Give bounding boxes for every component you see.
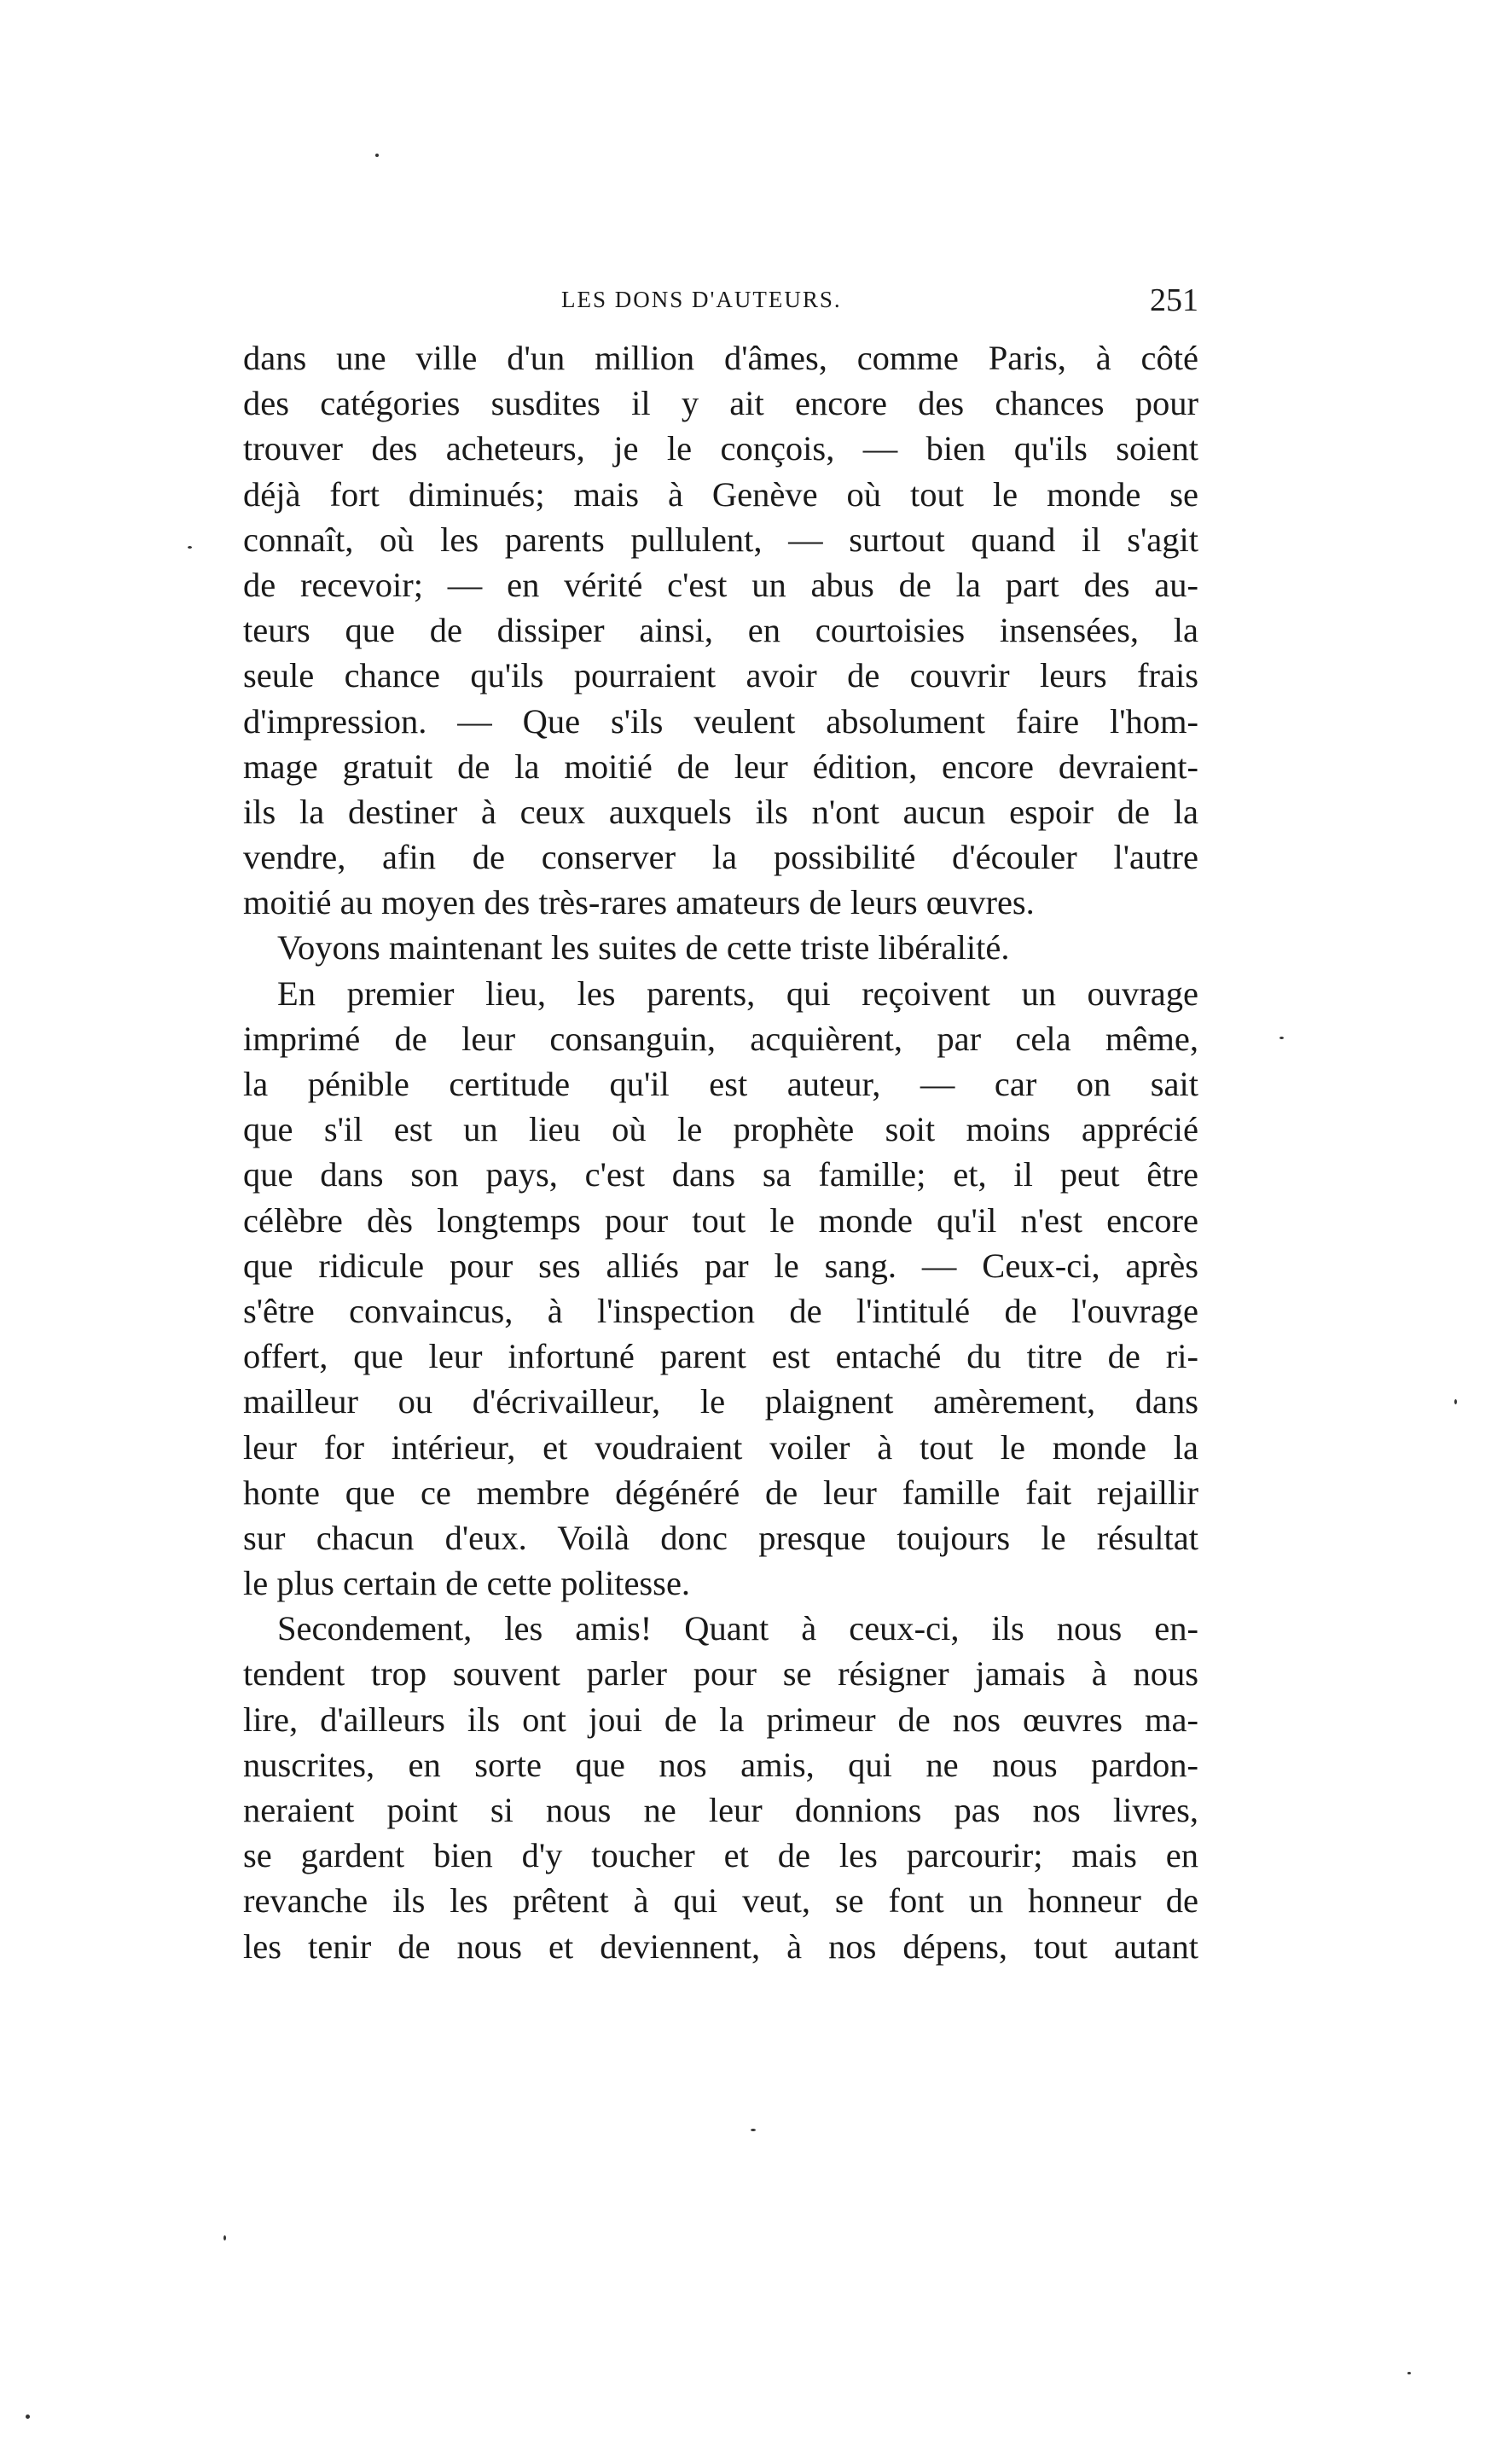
- text-line: lire, d'ailleurs ils ont joui de la primeur de nos œuvres ma-: [243, 1700, 1198, 1739]
- text-line: mailleur ou d'écrivailleur, le plaignent amèrement, dans: [243, 1382, 1198, 1421]
- text-line: ils la destiner à ceux auxquels ils n'ont aucun espoir de la: [243, 792, 1198, 831]
- text-line: que s'il est un lieu où le prophète soit moins apprécié: [243, 1110, 1198, 1149]
- text-line: connaît, où les parents pullulent, — surtout quand il s'agit: [243, 520, 1198, 559]
- text-line: déjà fort diminués; mais à Genève où tout le monde se: [243, 474, 1198, 514]
- text-line: imprimé de leur consanguin, acquièrent, par cela même,: [243, 1019, 1198, 1058]
- text-line: sur chacun d'eux. Voilà donc presque toujours le résultat: [243, 1518, 1198, 1557]
- text-line: moitié au moyen des très-rares amateurs de leurs œuvres.: [243, 883, 1035, 922]
- text-line: nuscrites, en sorte que nos amis, qui ne nous pardon-: [243, 1745, 1198, 1784]
- scan-speck: [1279, 1037, 1284, 1039]
- text-line: leur for intérieur, et voudraient voiler à tout le monde la: [243, 1427, 1198, 1467]
- text-line: des catégories susdites il y ait encore des chances pour: [243, 384, 1198, 423]
- text-line: s'être convaincus, à l'inspection de l'intitulé de l'ouvrage: [243, 1291, 1198, 1330]
- text-line: la pénible certitude qu'il est auteur, — car on sait: [243, 1065, 1198, 1103]
- text-line: que ridicule pour ses alliés par le sang. — Ceux-ci, après: [243, 1246, 1198, 1285]
- scan-speck: [1407, 2372, 1411, 2374]
- text-line: honte que ce membre dégénéré de leur famille fait rejaillir: [243, 1473, 1198, 1512]
- text-line: tendent trop souvent parler pour se résigner jamais à nous: [243, 1654, 1198, 1694]
- running-title: LES DONS D'AUTEURS.: [561, 287, 842, 312]
- text-line: En premier lieu, les parents, qui reçoivent un ouvrage: [277, 973, 1198, 1013]
- text-line: d'impression. — Que s'ils veulent absolument faire l'hom-: [243, 701, 1198, 741]
- text-line: mage gratuit de la moitié de leur édition, encore devraient-: [243, 747, 1198, 786]
- text-line: que dans son pays, c'est dans sa famille; et, il peut être: [243, 1155, 1198, 1194]
- text-line: de recevoir; — en vérité c'est un abus de la part des au-: [243, 565, 1198, 604]
- scan-speck: [223, 2235, 226, 2240]
- text-line: dans une ville d'un million d'âmes, comme Paris, à côté: [243, 339, 1198, 377]
- scan-speck: [1454, 1399, 1457, 1404]
- scan-speck: [751, 2129, 756, 2131]
- text-line: vendre, afin de conserver la possibilité d'écouler l'autre: [243, 838, 1198, 877]
- page-number: 251: [1150, 282, 1198, 318]
- text-line: neraient point si nous ne leur donnions pas nos livres,: [243, 1791, 1198, 1829]
- text-line: Secondement, les amis! Quant à ceux-ci, ils nous en-: [277, 1609, 1198, 1648]
- text-line: les tenir de nous et deviennent, à nos dépens, tout autant: [243, 1926, 1198, 1966]
- text-line: le plus certain de cette politesse.: [243, 1564, 691, 1603]
- text-line: teurs que de dissiper ainsi, en courtoisies insensées, la: [243, 611, 1198, 650]
- scan-speck: [375, 154, 379, 157]
- text-line: revanche ils les prêtent à qui veut, se font un honneur de: [243, 1881, 1198, 1921]
- text-line: se gardent bien d'y toucher et de les parcourir; mais en: [243, 1836, 1198, 1875]
- scan-speck: [188, 546, 192, 549]
- text-line: seule chance qu'ils pourraient avoir de couvrir leurs frais: [243, 656, 1198, 695]
- text-line: Voyons maintenant les suites de cette triste libéralité.: [277, 928, 1010, 968]
- text-line: offert, que leur infortuné parent est entaché du titre de ri-: [243, 1337, 1198, 1376]
- running-header: [247, 282, 1198, 324]
- scan-speck: [26, 2415, 30, 2419]
- text-line: célèbre dès longtemps pour tout le monde qu'il n'est encore: [243, 1200, 1198, 1240]
- text-line: trouver des acheteurs, je le conçois, — bien qu'ils soient: [243, 429, 1198, 468]
- body-text: [243, 335, 1198, 1969]
